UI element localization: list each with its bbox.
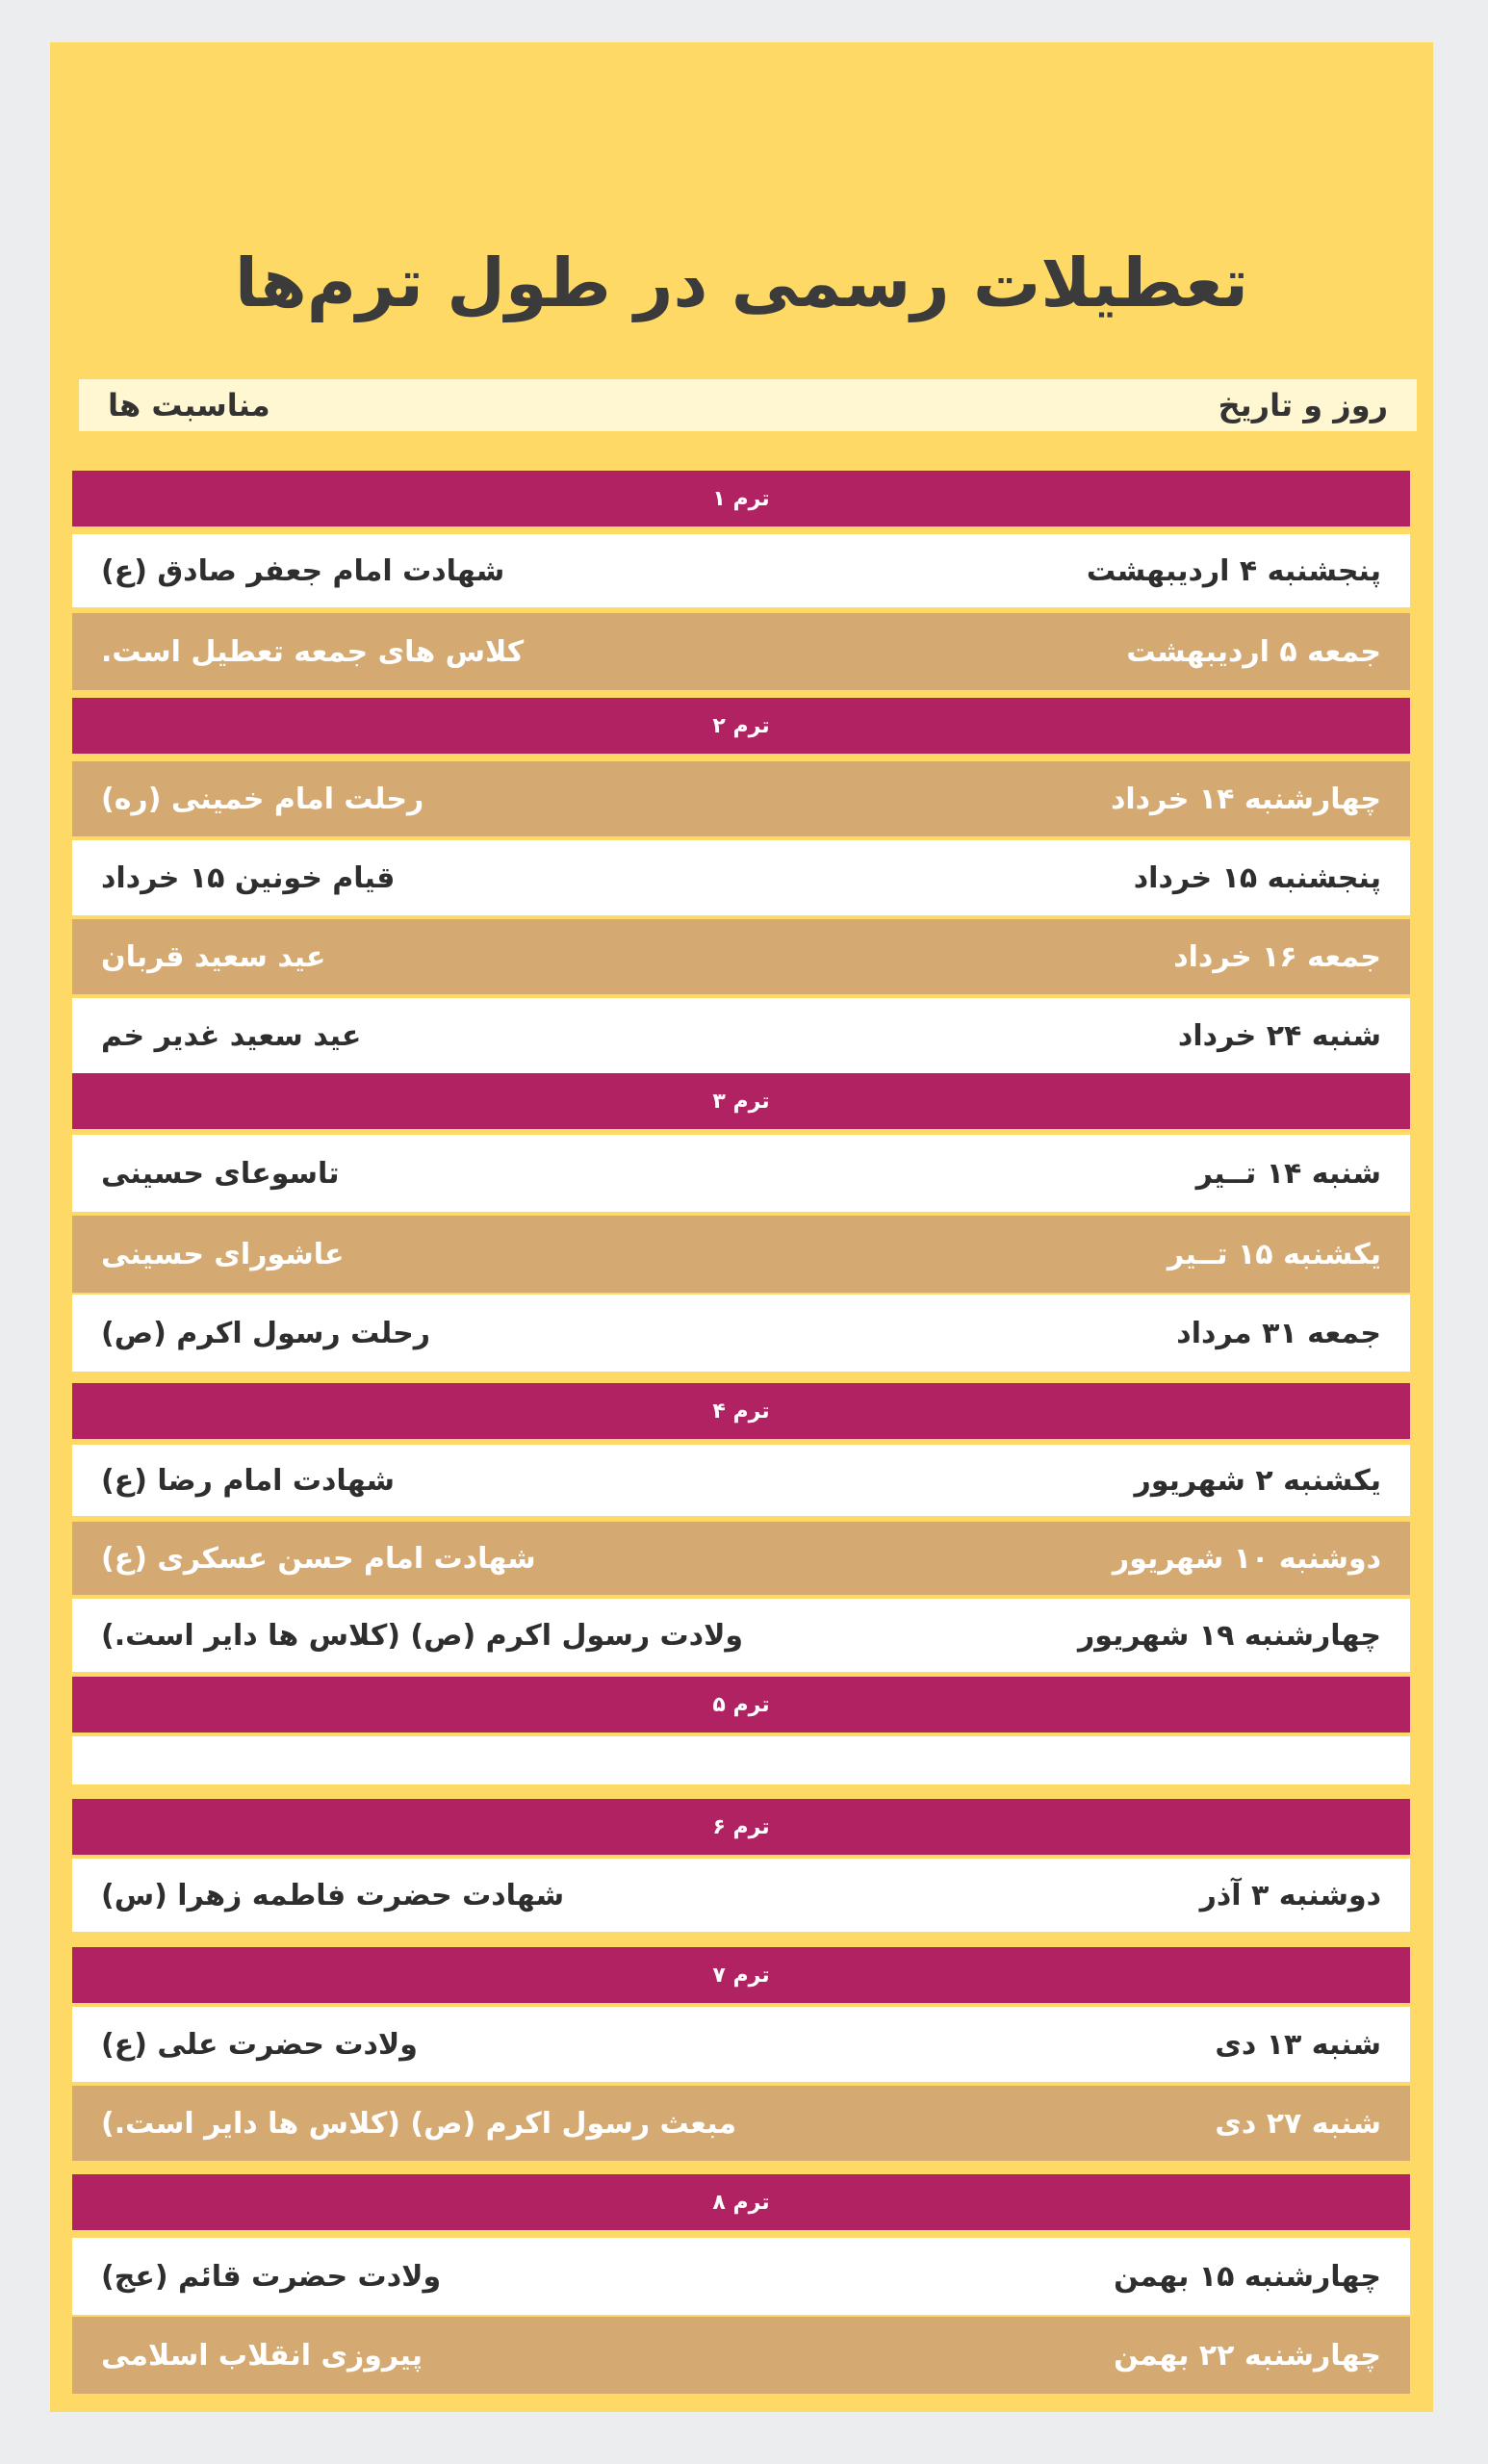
- holiday-date: جمعه ۳۱ مرداد: [1176, 1316, 1381, 1350]
- holiday-row: [72, 840, 1410, 915]
- term-header-row: [72, 1799, 1410, 1855]
- holiday-occasion: شهادت امام جعفر صادق (ع): [101, 553, 505, 588]
- term-label: ترم ۱: [712, 486, 770, 511]
- holiday-date: چهارشنبه ۱۴ خرداد: [1110, 782, 1381, 816]
- holiday-row: [72, 1599, 1410, 1672]
- holiday-date: چهارشنبه ۱۵ بهمن: [1114, 2259, 1381, 2294]
- occasion-column-header: مناسبت ها: [108, 387, 270, 424]
- term-header-row: [72, 471, 1410, 526]
- term-label: ترم ۴: [712, 1399, 770, 1424]
- term-header-row: [72, 1677, 1410, 1732]
- holiday-occasion: شهادت امام رضا (ع): [101, 1463, 395, 1498]
- holiday-row: [72, 2086, 1410, 2161]
- holiday-row: [72, 1135, 1410, 1212]
- holiday-row: [72, 1445, 1410, 1516]
- holiday-occasion: مبعث رسول اکرم (ص) (کلاس ها دایر است.): [101, 2106, 737, 2141]
- holiday-date: شنبه ۱۴ تــیر: [1195, 1156, 1381, 1191]
- holiday-row: [72, 613, 1410, 690]
- holiday-occasion: ولادت رسول اکرم (ص) (کلاس ها دایر است.): [101, 1618, 744, 1653]
- holiday-row: [72, 761, 1410, 836]
- holiday-date: جمعه ۱۶ خرداد: [1173, 939, 1381, 974]
- term-header-row: [72, 1947, 1410, 2003]
- holiday-occasion: عاشورای حسینی: [101, 1237, 345, 1271]
- term-header-row: [72, 1073, 1410, 1129]
- term-label: ترم ۸: [712, 2190, 770, 2215]
- holiday-date: پنجشنبه ۴ اردیبهشت: [1086, 553, 1381, 588]
- holiday-occasion: تاسوعای حسینی: [101, 1156, 340, 1191]
- holiday-date: شنبه ۲۴ خرداد: [1177, 1018, 1381, 1053]
- term-header-row: [72, 2174, 1410, 2230]
- holiday-date: دوشنبه ۱۰ شهریور: [1112, 1541, 1381, 1576]
- holidays-card: [50, 42, 1433, 2412]
- holiday-date: جمعه ۵ اردیبهشت: [1126, 634, 1381, 669]
- term-header-row: [72, 698, 1410, 754]
- holiday-occasion: پیروزی انقلاب اسلامی: [101, 2338, 423, 2373]
- holiday-occasion: رحلت امام خمینی (ره): [101, 782, 424, 816]
- term-label: ترم ۳: [712, 1089, 770, 1114]
- holiday-date: چهارشنبه ۲۲ بهمن: [1114, 2338, 1381, 2373]
- term-header-row: [72, 1383, 1410, 1439]
- holiday-date: دوشنبه ۳ آذر: [1199, 1878, 1381, 1912]
- page-title: تعطیلات رسمی در طول ترم‌ها: [234, 244, 1249, 322]
- holiday-row: [72, 1216, 1410, 1293]
- holiday-row: [72, 2007, 1410, 2082]
- term-label: ترم ۲: [712, 713, 770, 738]
- holiday-row: [72, 534, 1410, 607]
- holiday-row: [72, 1522, 1410, 1595]
- holiday-row: [72, 1295, 1410, 1372]
- holiday-occasion: عید سعید قربان: [101, 939, 326, 974]
- holiday-occasion: قیام خونین ۱۵ خرداد: [101, 860, 396, 895]
- holiday-row: [72, 1859, 1410, 1932]
- holiday-occasion: شهادت امام حسن عسکری (ع): [101, 1541, 536, 1576]
- term-label: ترم ۵: [712, 1692, 770, 1717]
- holiday-date: شنبه ۱۳ دی: [1215, 2027, 1381, 2062]
- date-column-header: روز و تاریخ: [1218, 387, 1388, 424]
- holiday-occasion: ولادت حضرت قائم (عج): [101, 2259, 442, 2294]
- holiday-row: [72, 2238, 1410, 2315]
- holiday-date: چهارشنبه ۱۹ شهریور: [1078, 1618, 1381, 1653]
- holiday-date: شنبه ۲۷ دی: [1215, 2106, 1381, 2141]
- holiday-row: [72, 998, 1410, 1073]
- holiday-date: پنجشنبه ۱۵ خرداد: [1133, 860, 1381, 895]
- holiday-date: یکشنبه ۱۵ تــیر: [1167, 1237, 1381, 1271]
- holiday-occasion: ولادت حضرت علی (ع): [101, 2027, 418, 2062]
- holiday-occasion: شهادت حضرت فاطمه زهرا (س): [101, 1878, 565, 1912]
- empty-row: [72, 1736, 1410, 1784]
- term-label: ترم ۷: [712, 1963, 770, 1988]
- holiday-row: [72, 2317, 1410, 2394]
- holiday-occasion: عید سعید غدیر خم: [101, 1018, 362, 1053]
- holiday-occasion: کلاس های جمعه تعطیل است.: [101, 634, 525, 669]
- holiday-date: یکشنبه ۲ شهریور: [1134, 1463, 1381, 1498]
- table-header: [79, 379, 1417, 431]
- holiday-occasion: رحلت رسول اکرم (ص): [101, 1316, 430, 1350]
- holiday-row: [72, 919, 1410, 994]
- term-label: ترم ۶: [712, 1814, 770, 1839]
